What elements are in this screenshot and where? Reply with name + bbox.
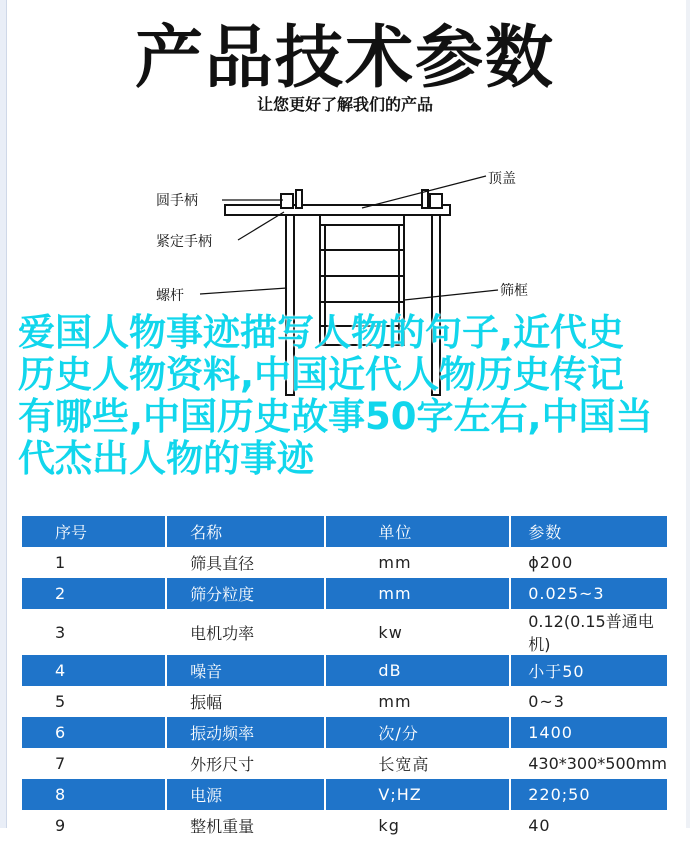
label-top-cover: 顶盖 (488, 171, 516, 187)
overlay-article-title[interactable]: 爱国人物事迹描写人物的句子,近代史历史人物资料,中国近代人物历史传记有哪些,中国历史故事50字左右,中国当代杰出人物的事迹 (18, 311, 653, 480)
row-name: 振幅 (166, 686, 325, 717)
row-unit: 长宽高 (325, 748, 510, 779)
table-row (22, 609, 668, 655)
header-name: 名称 (166, 516, 325, 547)
header-index: 序号 (22, 516, 166, 547)
row-index: 2 (22, 578, 166, 609)
row-name: 振动频率 (166, 717, 325, 748)
table-row (22, 655, 668, 686)
table-row (22, 779, 668, 810)
row-param: 0~3 (510, 686, 668, 717)
spec-table (22, 516, 669, 841)
label-round-handle: 圆手柄 (156, 193, 198, 209)
row-index: 4 (22, 655, 166, 686)
label-clamp-handle: 紧定手柄 (156, 234, 212, 250)
table-row (22, 547, 668, 578)
row-name: 整机重量 (166, 810, 325, 841)
row-name: 电源 (166, 779, 325, 810)
row-param: 220;50 (510, 779, 668, 810)
row-param: 小于50 (510, 655, 668, 686)
table-row (22, 717, 668, 748)
row-unit: kg (325, 810, 510, 841)
row-param: 0.025~3 (510, 578, 668, 609)
row-param: 40 (510, 810, 668, 841)
row-index: 1 (22, 547, 166, 578)
row-unit: mm (325, 686, 510, 717)
row-unit: V;HZ (325, 779, 510, 810)
row-name: 电机功率 (166, 609, 325, 655)
row-unit: kw (325, 609, 510, 655)
label-screw-rod: 螺杆 (156, 288, 184, 304)
table-row (22, 578, 668, 609)
row-index: 3 (22, 609, 166, 655)
row-unit: 次/分 (325, 717, 510, 748)
row-index: 7 (22, 748, 166, 779)
row-unit: dB (325, 655, 510, 686)
row-index: 5 (22, 686, 166, 717)
row-index: 9 (22, 810, 166, 841)
page-title: 产品技术参数 (134, 19, 555, 98)
table-row (22, 810, 668, 841)
label-sieve-frame: 筛框 (500, 283, 528, 299)
spec-table-header (22, 516, 668, 547)
row-unit: mm (325, 578, 510, 609)
header-param: 参数 (510, 516, 668, 547)
page-subtitle: 让您更好了解我们的产品 (256, 95, 433, 114)
row-param: ϕ200 (510, 547, 668, 578)
row-unit: mm (325, 547, 510, 578)
row-name: 外形尺寸 (166, 748, 325, 779)
row-name: 噪音 (166, 655, 325, 686)
row-param: 0.12(0.15普通电机) (510, 609, 668, 655)
row-index: 6 (22, 717, 166, 748)
row-param: 430*300*500mm (510, 748, 668, 779)
row-name: 筛具直径 (166, 547, 325, 578)
table-row (22, 748, 668, 779)
table-row (22, 686, 668, 717)
row-index: 8 (22, 779, 166, 810)
header-unit: 单位 (325, 516, 510, 547)
row-name: 筛分粒度 (166, 578, 325, 609)
row-param: 1400 (510, 717, 668, 748)
